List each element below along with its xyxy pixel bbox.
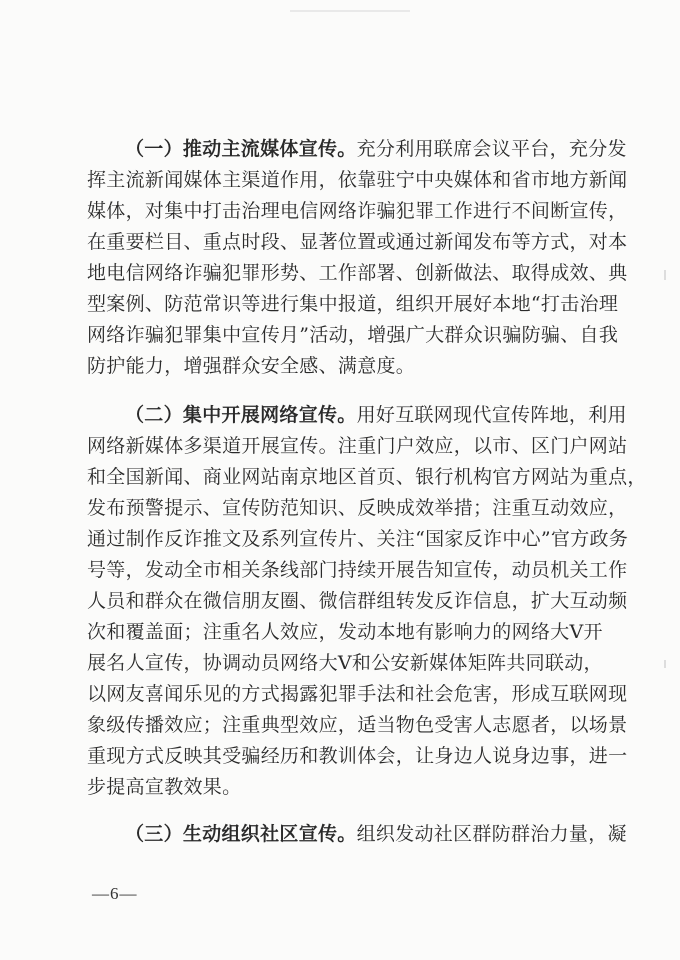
paragraph-line: 和全国新闻、商业网站南京地区首页、银行机构官方网站为重点， <box>87 466 647 488</box>
paragraph-line: 网络新媒体多渠道开展宣传。注重门户效应，以市、区门户网站 <box>87 435 628 457</box>
paragraph-line: 次和覆盖面；注重名人效应，发动本地有影响力的网络大V开 <box>87 621 603 643</box>
section-1-paragraph <box>87 134 628 382</box>
scan-artifact-right-1 <box>664 270 666 280</box>
paragraph-line: 以网友喜闻乐见的方式揭露犯罪手法和社会危害，形成互联网现 <box>87 683 628 705</box>
paragraph-line: 在重要栏目、重点时段、显著位置或通过新闻发布等方式，对本 <box>87 231 628 253</box>
page-number: —6— <box>92 884 138 903</box>
paragraph-line: 人员和群众在微信朋友圈、微信群组转发反诈信息，扩大互动频 <box>87 590 628 612</box>
paragraph-line: 重现方式反映其受骗经历和教训体会，让身边人说身边事，进一 <box>87 745 628 767</box>
section-1-heading: （一）推动主流媒体宣传。 <box>125 138 357 160</box>
paragraph-line-last: 防护能力，增强群众安全感、满意度。 <box>87 355 416 377</box>
paragraph-line: 地电信网络诈骗犯罪形势、工作部署、创新做法、取得成效、典 <box>87 262 628 284</box>
paragraph-line: 媒体，对集中打击治理电信网络诈骗犯罪工作进行不间断宣传， <box>87 200 628 222</box>
paragraph-line: 型案例、防范常识等进行集中报道，组织开展好本地“打击治理 <box>87 293 619 315</box>
section-2-paragraph <box>87 400 647 803</box>
paragraph-line: （二）集中开展网络宣传。用好互联网现代宣传阵地，利用 <box>125 404 627 426</box>
section-3-heading: （三）生动组织社区宣传。 <box>125 823 357 845</box>
paragraph-line: 象级传播效应；注重典型效应，适当物色受害人志愿者，以场景 <box>87 714 628 736</box>
paragraph-line-last: 步提高宣教效果。 <box>87 776 242 798</box>
paragraph-line: 号等，发动全市相关条线部门持续开展告知宣传，动员机关工作 <box>87 559 628 581</box>
section-2-heading: （二）集中开展网络宣传。 <box>125 404 357 426</box>
paragraph-line: 挥主流新闻媒体主渠道作用，依靠驻宁中央媒体和省市地方新闻 <box>87 169 628 191</box>
paragraph-line: （一）推动主流媒体宣传。充分利用联席会议平台，充分发 <box>125 138 627 160</box>
paragraph-line: 通过制作反诈推文及系列宣传片、关注“国家反诈中心”官方政务 <box>87 528 629 550</box>
paragraph-line: 发布预警提示、宣传防范知识、反映成效举措；注重互动效应， <box>87 497 628 519</box>
scan-artifact-top <box>290 10 410 12</box>
paragraph-line: 展名人宣传，协调动员网络大V和公安新媒体矩阵共同联动， <box>87 652 603 674</box>
scan-artifact-right-2 <box>664 660 666 668</box>
paragraph-line: （三）生动组织社区宣传。组织发动社区群防群治力量，凝 <box>125 823 627 845</box>
section-3-paragraph <box>87 819 627 850</box>
paragraph-line: 网络诈骗犯罪集中宣传月”活动，增强广大群众识骗防骗、自我 <box>87 324 619 346</box>
